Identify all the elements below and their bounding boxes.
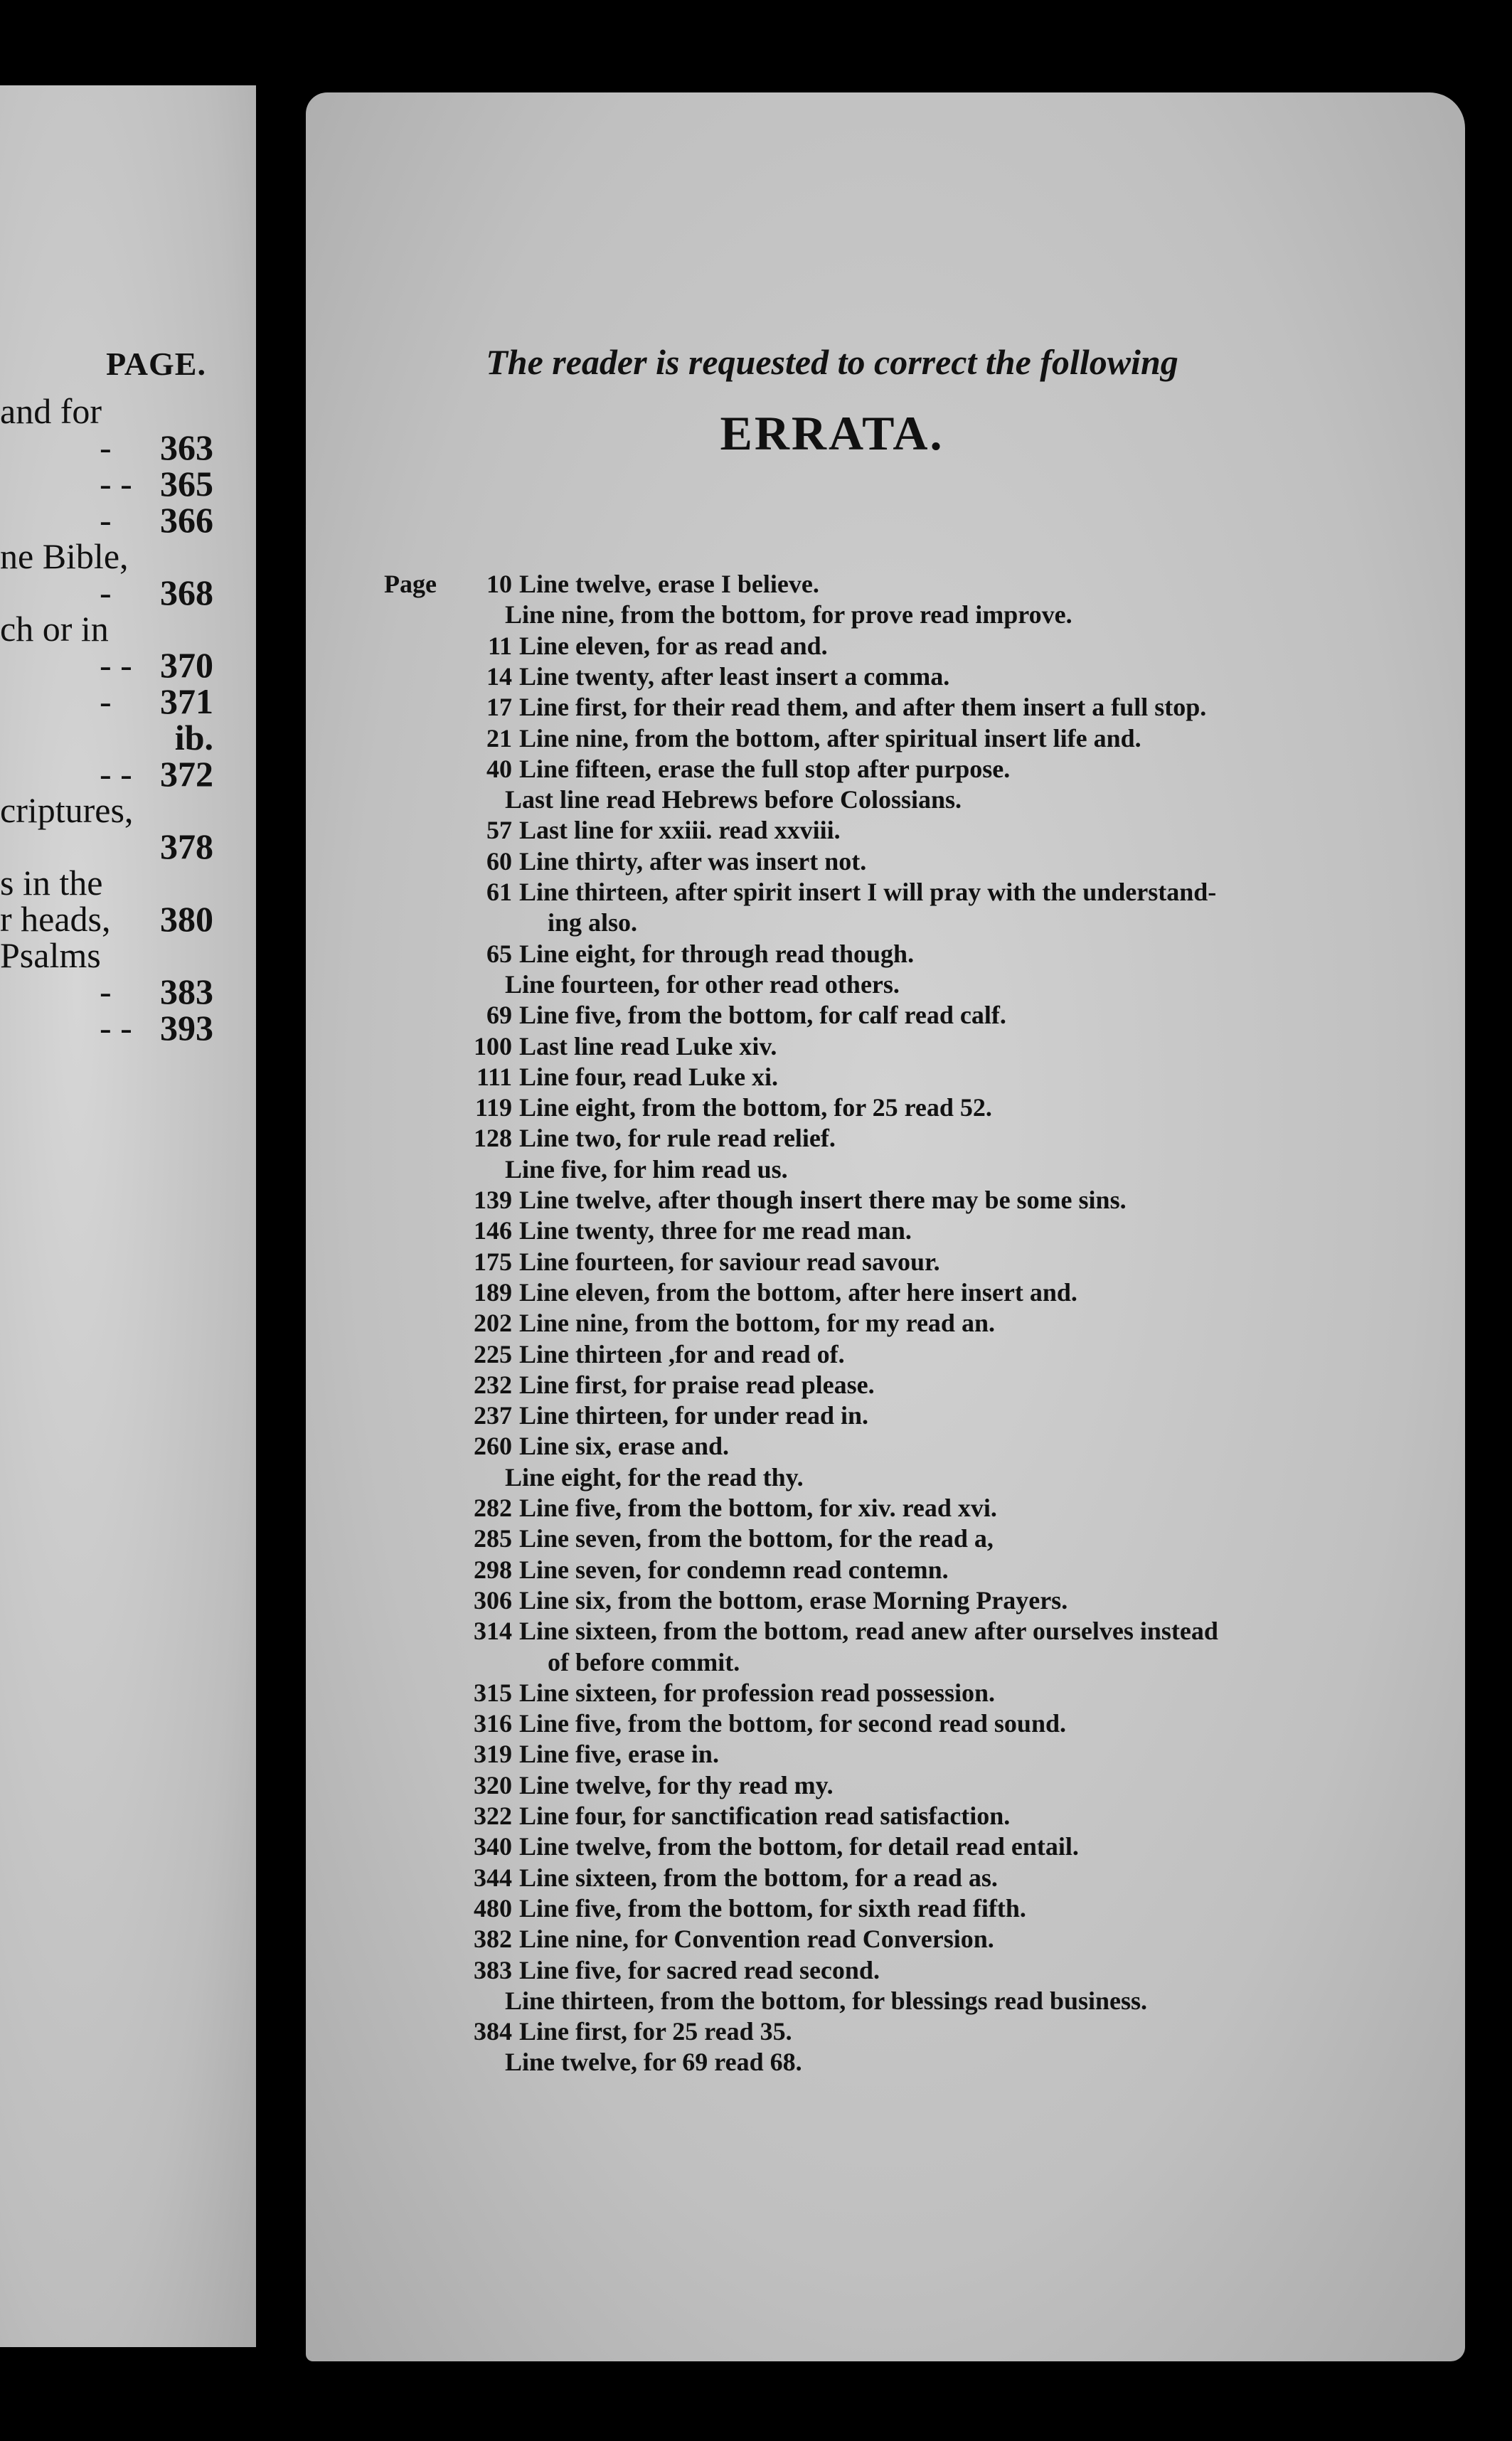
errata-entry — [306, 1062, 1465, 1092]
errata-correction: Line eleven, from the bottom, after here insert and. — [519, 1277, 1077, 1307]
errata-heading: The reader is requested to correct the following — [486, 342, 1178, 382]
errata-entry — [306, 1647, 1465, 1678]
left-index-text: and for — [0, 391, 102, 431]
left-index-page: 368 — [160, 573, 213, 612]
errata-page-number: 383 — [474, 1955, 512, 1984]
errata-page-number: 314 — [474, 1617, 512, 1646]
errata-page — [306, 92, 1465, 2361]
left-index-dots: - — [100, 573, 112, 612]
left-index-page: 372 — [160, 754, 213, 794]
errata-entry — [306, 1308, 1465, 1339]
errata-page-number: 316 — [474, 1709, 512, 1738]
errata-entry — [306, 600, 1465, 630]
errata-correction: Last line read Luke xiv. — [519, 1031, 777, 1060]
errata-entry — [306, 1431, 1465, 1462]
left-index-dots: - — [100, 972, 112, 1011]
errata-entry — [306, 1154, 1465, 1185]
errata-correction: Line first, for their read them, and after them insert a full stop. — [519, 693, 1207, 722]
errata-correction: Line sixteen, from the bottom, for a read as. — [519, 1863, 998, 1892]
errata-correction: Line thirty, after was insert not. — [519, 846, 867, 876]
errata-correction: Line thirteen, after spirit insert I will pray with the understand- — [519, 878, 1217, 906]
errata-page-number: 128 — [474, 1124, 512, 1153]
errata-correction: Line five, from the bottom, for calf read calf. — [519, 1001, 1006, 1030]
errata-entry — [306, 908, 1465, 938]
left-index-entry — [0, 790, 213, 830]
errata-page-number: 319 — [474, 1740, 512, 1769]
errata-correction: of before commit. — [548, 1647, 740, 1676]
errata-correction: Line thirteen, for under read in. — [519, 1401, 869, 1430]
errata-page-number: 237 — [474, 1401, 512, 1430]
errata-entry — [306, 846, 1465, 877]
errata-correction: ing also. — [548, 908, 638, 937]
errata-page-number: 139 — [474, 1186, 512, 1214]
errata-entry — [306, 1339, 1465, 1370]
errata-correction: Line four, for sanctification read satisfaction. — [519, 1802, 1011, 1830]
errata-entry — [306, 1031, 1465, 1062]
errata-entry — [306, 1216, 1465, 1246]
left-index-page: 371 — [160, 681, 213, 721]
errata-correction: Line nine, from the bottom, for prove read improve. — [505, 600, 1072, 629]
errata-correction: Line eight, from the bottom, for 25 read 52. — [519, 1093, 992, 1122]
errata-page-number: 60 — [486, 846, 512, 876]
left-index-text: s in the — [0, 863, 103, 903]
errata-entry — [306, 1277, 1465, 1308]
errata-correction: Line four, read Luke xi. — [519, 1062, 779, 1091]
errata-entry — [306, 1247, 1465, 1277]
errata-entry — [306, 692, 1465, 723]
errata-correction: Line nine, from the bottom, for my read an. — [519, 1309, 995, 1338]
errata-correction: Line two, for rule read relief. — [519, 1124, 836, 1153]
errata-page-number: 306 — [474, 1585, 512, 1615]
left-index-page: 393 — [160, 1008, 213, 1048]
errata-correction: Line first, for 25 read 35. — [519, 2017, 792, 2046]
left-index-page: 383 — [160, 972, 213, 1011]
errata-correction: Line five, from the bottom, for xiv. read xvi. — [519, 1494, 997, 1522]
errata-page-number: 315 — [474, 1678, 512, 1707]
errata-page-number: 40 — [486, 754, 512, 783]
errata-entry — [306, 1708, 1465, 1739]
errata-correction: Line eight, for through read though. — [519, 939, 915, 968]
left-index-entry — [0, 1008, 213, 1048]
errata-entry — [306, 1370, 1465, 1400]
errata-entry — [306, 723, 1465, 754]
errata-entry — [306, 661, 1465, 692]
left-index-dots: - — [100, 500, 112, 540]
errata-correction: Line eleven, for as read and. — [519, 631, 828, 660]
errata-page-number: 322 — [474, 1802, 512, 1830]
left-index-entry — [0, 500, 213, 540]
errata-page-number: 189 — [474, 1277, 512, 1307]
errata-page-number: 65 — [486, 939, 512, 968]
errata-correction: Line nine, from the bottom, after spiritual insert life and. — [519, 723, 1141, 752]
errata-page-number: 225 — [474, 1339, 512, 1368]
errata-entry — [306, 1770, 1465, 1801]
errata-entry — [306, 1493, 1465, 1523]
left-index-text: r heads, — [0, 899, 111, 939]
errata-entry — [306, 569, 1465, 600]
errata-entry — [306, 1400, 1465, 1431]
left-index-entry — [0, 573, 213, 612]
left-index-page: 365 — [160, 464, 213, 504]
errata-page-number: 69 — [486, 1001, 512, 1030]
errata-entry — [306, 939, 1465, 969]
errata-page-number: 100 — [474, 1031, 512, 1060]
errata-page-number: 344 — [474, 1863, 512, 1892]
errata-correction: Line fourteen, for saviour read savour. — [519, 1247, 940, 1276]
errata-correction: Line nine, for Convention read Conversion. — [519, 1925, 994, 1954]
left-index-entry — [0, 645, 213, 685]
errata-entry — [306, 785, 1465, 815]
left-index-dots: - - — [100, 464, 132, 504]
errata-correction: Line five, from the bottom, for sixth read fifth. — [519, 1893, 1026, 1923]
errata-correction: Line twelve, for thy read my. — [519, 1770, 834, 1799]
errata-title: ERRATA. — [720, 406, 944, 460]
errata-page-number: 57 — [486, 816, 512, 845]
errata-correction: Line twelve, after though insert there may be some sins. — [519, 1186, 1127, 1214]
left-index-page: 366 — [160, 500, 213, 540]
errata-correction: Line first, for praise read please. — [519, 1370, 875, 1399]
errata-page-number: 285 — [474, 1524, 512, 1553]
errata-entry — [306, 969, 1465, 1000]
errata-correction: Line twelve, for 69 read 68. — [505, 2048, 802, 2077]
left-index-text: ch or in — [0, 609, 109, 649]
errata-correction: Line six, from the bottom, erase Morning Prayers. — [519, 1585, 1068, 1615]
errata-page-number: 146 — [474, 1216, 512, 1245]
errata-page-number: 384 — [474, 2017, 512, 2046]
errata-correction: Line five, for him read us. — [505, 1154, 788, 1184]
errata-entry — [306, 815, 1465, 846]
errata-page-number: 14 — [486, 661, 512, 691]
left-index-entry — [0, 536, 213, 576]
errata-entry — [306, 754, 1465, 785]
errata-correction: Line fifteen, erase the full stop after purpose. — [519, 754, 1011, 783]
book-gutter — [256, 0, 306, 2441]
errata-entry — [306, 877, 1465, 908]
errata-page-number: 111 — [476, 1062, 512, 1091]
errata-entry — [306, 1585, 1465, 1616]
left-index-entry — [0, 826, 213, 866]
errata-page-number: 17 — [486, 693, 512, 722]
left-index-entry — [0, 464, 213, 504]
errata-correction: Line twenty, after least insert a comma. — [519, 661, 950, 691]
errata-correction: Last line for xxiii. read xxviii. — [519, 816, 841, 845]
errata-page-number: 11 — [487, 631, 512, 660]
errata-correction: Line five, for sacred read second. — [519, 1955, 880, 1984]
errata-correction: Line seven, for condemn read contemn. — [519, 1555, 949, 1584]
errata-correction: Line sixteen, for profession read possession. — [519, 1678, 996, 1707]
left-index-entry — [0, 391, 213, 431]
errata-entry — [306, 2047, 1465, 2078]
errata-page-number: 320 — [474, 1770, 512, 1799]
errata-page-number: 340 — [474, 1832, 512, 1861]
left-index-entry — [0, 609, 213, 649]
errata-correction: Line five, from the bottom, for second read sound. — [519, 1709, 1066, 1738]
errata-entry — [306, 1955, 1465, 1986]
errata-correction: Line five, erase in. — [519, 1740, 719, 1769]
left-index-page: 380 — [160, 899, 213, 939]
left-index-entry — [0, 972, 213, 1011]
errata-entry — [306, 1000, 1465, 1031]
left-index-page: 370 — [160, 645, 213, 685]
errata-page-number: 298 — [474, 1555, 512, 1584]
errata-correction: Line fourteen, for other read others. — [505, 969, 900, 999]
errata-entry — [306, 2016, 1465, 2047]
left-page-header: PAGE. — [106, 346, 206, 382]
errata-correction: Line thirteen ,for and read of. — [519, 1339, 845, 1368]
errata-entry — [306, 1678, 1465, 1708]
errata-correction: Line twelve, erase I believe. — [519, 570, 819, 598]
errata-entry — [306, 1523, 1465, 1554]
left-index-page: 363 — [160, 427, 213, 467]
errata-page-number: 119 — [474, 1093, 512, 1122]
errata-entry — [306, 1185, 1465, 1216]
errata-page-number: 61 — [486, 878, 512, 906]
errata-page-number: 232 — [474, 1370, 512, 1399]
errata-correction: Line eight, for the read thy. — [505, 1462, 804, 1491]
left-index-entry — [0, 681, 213, 721]
errata-entry — [306, 631, 1465, 661]
left-index-dots: - - — [100, 1008, 132, 1048]
left-index-page: ib. — [174, 718, 213, 757]
errata-page-number: 202 — [474, 1309, 512, 1338]
left-index-text: ne Bible, — [0, 536, 129, 576]
left-index-dots: - — [100, 427, 112, 467]
left-index-entry — [0, 935, 213, 975]
errata-correction: Line thirteen, from the bottom, for blessings read business. — [505, 1986, 1148, 2015]
errata-entry — [306, 1555, 1465, 1585]
left-index-entry — [0, 899, 213, 939]
errata-page-number: 21 — [486, 723, 512, 752]
errata-entry — [306, 1893, 1465, 1924]
errata-entry — [306, 1924, 1465, 1955]
left-index-entry — [0, 754, 213, 794]
left-index-dots: - - — [100, 754, 132, 794]
errata-correction: Line twelve, from the bottom, for detail read entail. — [519, 1832, 1079, 1861]
errata-correction: Line sixteen, from the bottom, read anew after ourselves instead — [519, 1617, 1218, 1646]
left-index-text: criptures, — [0, 790, 134, 830]
errata-entry — [306, 1462, 1465, 1493]
left-index-entry — [0, 718, 213, 757]
left-index-entry — [0, 427, 213, 467]
errata-page-number: 282 — [474, 1494, 512, 1522]
errata-page-number: 175 — [474, 1247, 512, 1276]
errata-entry — [306, 1739, 1465, 1770]
errata-entry — [306, 1123, 1465, 1154]
errata-entry — [306, 1831, 1465, 1862]
errata-entry — [306, 1092, 1465, 1123]
left-index-dots: - — [100, 681, 112, 721]
errata-correction: Last line read Hebrews before Colossians. — [505, 785, 962, 814]
left-page-fragment — [0, 85, 256, 2347]
errata-entry — [306, 1616, 1465, 1647]
errata-page-number: 10 — [486, 570, 512, 598]
errata-correction: Line twenty, three for me read man. — [519, 1216, 912, 1245]
left-index-entry — [0, 863, 213, 903]
left-index-page: 378 — [160, 826, 213, 866]
errata-entry — [306, 1986, 1465, 2016]
errata-correction: Line seven, from the bottom, for the read a, — [519, 1524, 994, 1553]
left-index-dots: - - — [100, 645, 132, 685]
errata-page-number: 480 — [474, 1893, 512, 1923]
left-index-text: Psalms — [0, 935, 101, 975]
errata-page-number: 260 — [474, 1432, 512, 1461]
errata-entry — [306, 1863, 1465, 1893]
errata-correction: Line six, erase and. — [519, 1432, 730, 1461]
page-label: Page — [384, 570, 437, 598]
errata-entry — [306, 1801, 1465, 1831]
errata-page-number: 382 — [474, 1925, 512, 1954]
